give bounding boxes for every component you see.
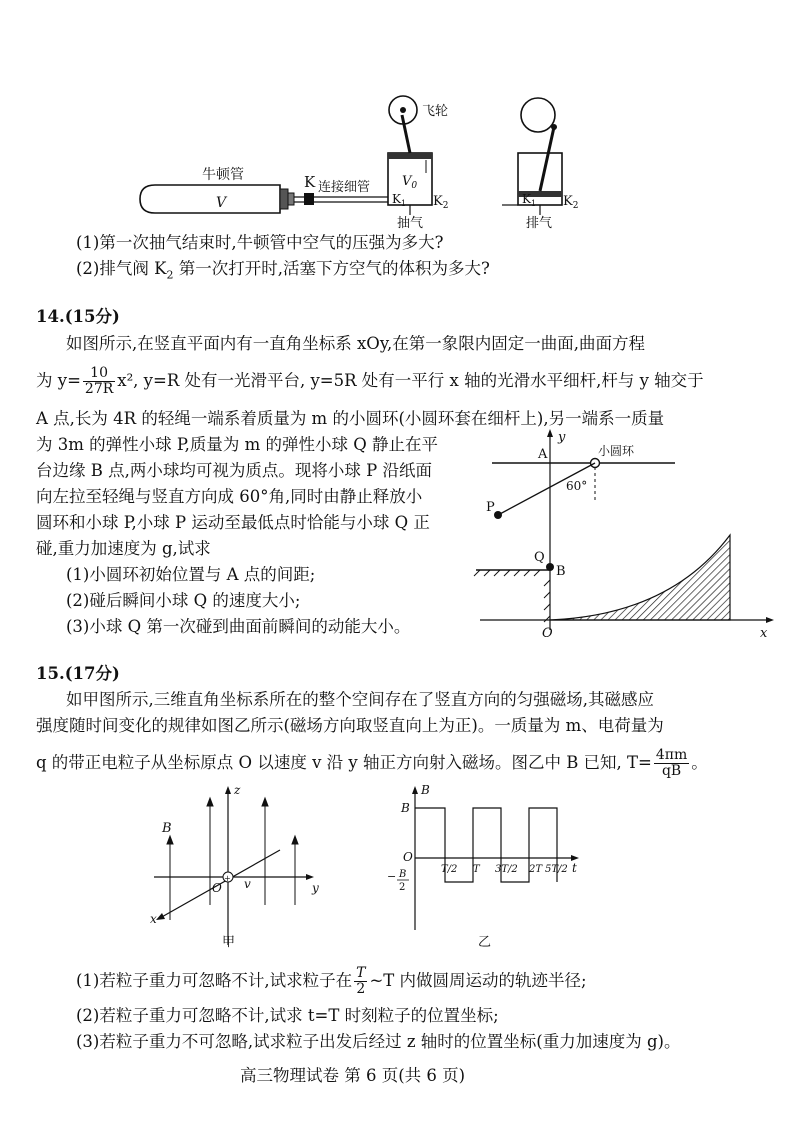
q15-line3: q 的带正电粒子从坐标原点 O 以速度 v 沿 y 轴正方向射入磁场。图乙中 B 已知, T= $\frac{4\pi m}{qB}$ 。 xyxy=(36,747,708,779)
fig15a-y-label: y xyxy=(312,881,319,895)
label-V0: $V_0$ xyxy=(402,174,418,191)
q14-line1: 如图所示,在竖直平面内有一直角坐标系 xOy,在第一象限内固定一曲面,曲面方程 xyxy=(66,334,645,353)
q14-fraction: $\frac{10}{27R}$ xyxy=(84,365,114,397)
fig15b-B-tick: B xyxy=(401,801,410,815)
fig15b-B-axis-label: B xyxy=(421,783,430,797)
q13-sub1: (1)第一次抽气结束时,牛顿管中空气的压强为多大? xyxy=(76,233,444,252)
q15-figure-yi xyxy=(385,780,595,960)
q14-line8: 碰,重力加速度为 g,试求 xyxy=(36,539,211,558)
svg-text:B: B xyxy=(399,869,407,880)
label-exhaust: 排气 xyxy=(526,216,553,231)
fig14-ring-label: 小圆环 xyxy=(598,444,635,458)
q14-line7: 圆环和小球 P,小球 P 运动至最低点时恰能与小球 Q 正 xyxy=(36,513,430,532)
fig14-P-label: P xyxy=(486,500,495,515)
fig15b-ticks xyxy=(441,864,568,875)
fig14-y-label: y xyxy=(558,430,566,445)
q14-line4: 为 3m 的弹性小球 P,质量为 m 的弹性小球 Q 静止在平 xyxy=(36,435,439,454)
label-K2: $K_2$ xyxy=(433,194,449,211)
fig14-B-label: B xyxy=(556,564,566,579)
fig15b-O-label: O xyxy=(403,850,413,864)
label-flywheel: 飞轮 xyxy=(422,104,449,119)
fig15b-tick-T: T xyxy=(473,864,480,875)
fig14-O-label: O xyxy=(542,626,553,641)
q14-heading: 14.(15分) xyxy=(36,307,120,326)
q15-line1: 如甲图所示,三维直角坐标系所在的整个空间存在了竖直方向的匀强磁场,其磁感应 xyxy=(66,690,654,709)
label-connect-tube: 连接细管 xyxy=(318,180,371,195)
q14-sub1: (1)小圆环初始位置与 A 点的间距; xyxy=(66,565,316,584)
svg-text:−: − xyxy=(387,870,397,883)
label-pump: 抽气 xyxy=(397,216,424,231)
q15-sub2: (2)若粒子重力可忽略不计,试求 t=T 时刻粒子的位置坐标; xyxy=(76,1006,499,1025)
fig15b-tick-T2: T/2 xyxy=(441,864,458,875)
fig15b-tick-5T2: 5T/2 xyxy=(545,864,568,875)
q15-figure-jia xyxy=(140,780,340,960)
fig15a-charge-icon: + xyxy=(224,874,231,883)
q14-line3: A 点,长为 4R 的轻绳一端系着质量为 m 的小圆环(小圆环套在细杆上),另一端系一质量 xyxy=(36,409,665,428)
q13-sub2: (2)排气阀 $K_2$ 第一次打开时,活塞下方空气的体积为多大? xyxy=(76,259,490,282)
fig14-A-label: A xyxy=(538,447,548,462)
fig15a-caption: 甲 xyxy=(222,935,236,950)
label-V: V xyxy=(216,195,227,211)
q14-line2: 为 y= $\frac{10}{27R}$ x², y=R 处有一光滑平台, y=5R 处有一平行 x 轴的光滑水平细杆,杆与 y 轴交于 xyxy=(36,365,704,397)
q14-figure xyxy=(470,425,790,645)
label-K2-b: $K_2$ xyxy=(563,194,579,211)
fig15a-z-label: z xyxy=(234,783,241,797)
q15-sub1-fraction: $\frac{T}{2}$ xyxy=(356,965,366,997)
q14-line5: 台边缘 B 点,两小球均可视为质点。现将小球 P 沿纸面 xyxy=(36,461,432,480)
fig15a-O-label: O xyxy=(212,881,222,895)
fig14-Q-label: Q xyxy=(534,550,545,565)
fig15a-v-label: v xyxy=(244,877,251,891)
fig15b-t-label: t xyxy=(572,861,577,875)
fig15b-negB-label xyxy=(387,869,409,893)
q14-sub3: (3)小球 Q 第一次碰到曲面前瞬间的动能大小。 xyxy=(66,617,411,636)
q15-sub3: (3)若粒子重力不可忽略,试求粒子出发后经过 z 轴时的位置坐标(重力加速度为 g)。 xyxy=(76,1032,681,1051)
fig14-x-label: x xyxy=(760,626,768,641)
label-K1-b: $K_1$ xyxy=(522,192,537,208)
fig14-angle-label: 60° xyxy=(566,479,588,493)
svg-text:2: 2 xyxy=(399,882,406,893)
fig15a-x-label: x xyxy=(150,912,157,926)
label-K: K xyxy=(304,173,316,191)
q15-line2: 强度随时间变化的规律如图乙所示(磁场方向取竖直向上为正)。一质量为 m、电荷量为 xyxy=(36,716,664,735)
fig15a-B-label: B xyxy=(162,821,172,836)
q15-fraction: $\frac{4\pi m}{qB}$ xyxy=(655,747,688,779)
q15-sub1: (1)若粒子重力可忽略不计,试求粒子在 $\frac{T}{2}$ ~T 内做圆周运动的轨迹半径; xyxy=(76,965,587,997)
fig15b-tick-2T: 2T xyxy=(529,864,543,875)
q15-heading: 15.(17分) xyxy=(36,664,120,683)
fig14-curved-surface xyxy=(550,535,730,620)
page-footer: 高三物理试卷 第 6 页(共 6 页) xyxy=(240,1066,466,1085)
label-K1: $K_1$ xyxy=(392,192,407,208)
label-newton-tube: 牛顿管 xyxy=(202,167,244,183)
q14-line6: 向左拉至轻绳与竖直方向成 60°角,同时由静止释放小 xyxy=(36,487,423,506)
fig15b-caption: 乙 xyxy=(478,935,492,950)
q14-sub2: (2)碰后瞬间小球 Q 的速度大小; xyxy=(66,591,301,610)
q13-apparatus-figure xyxy=(120,85,600,235)
fig15b-tick-3T2: 3T/2 xyxy=(495,864,518,875)
